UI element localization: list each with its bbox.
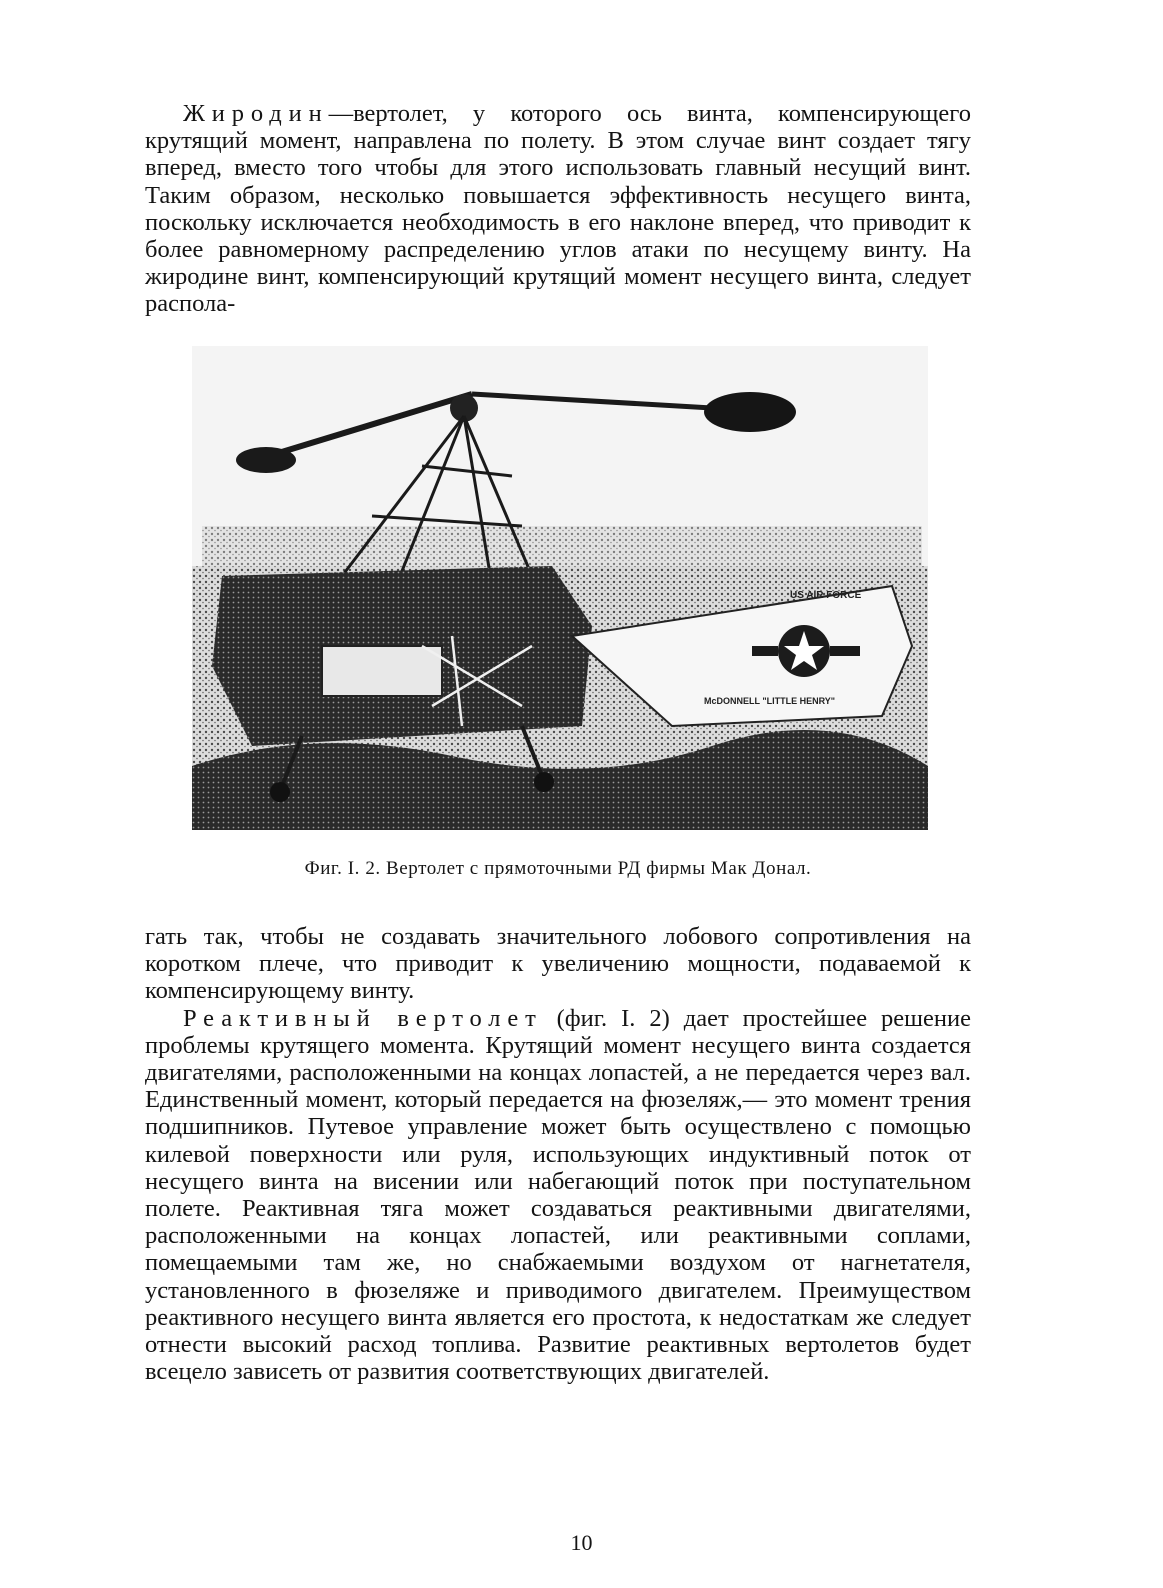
tail-marking-air-force: US AIR FORCE xyxy=(790,590,862,601)
paragraph-zhirodin-text: —вертолет, у которого ось винта, компенсирующего крутящий момент, направлена по полету. В этом случае винт создает тягу вперед, вместо того чтобы для этого использовать главный несущий винт. Таким образом, несколько повышается эффективность несущего винта, поскольку исключается необходимость в его наклоне вперед, что приводит к более равномерному распределению углов атаки по несущему винту. На жиродине винт, компенсирующий крутящий момент несущего винта, следует распола- xyxy=(145,100,971,318)
term-reactive-helicopter: Реактивный вертолет xyxy=(183,1004,543,1032)
paragraph-zhirodin-continuation: гать так, чтобы не создавать значительного лобового сопротивления на коротком плече, что приводит к увеличению мощности, подаваемой к компенсирующему винту. xyxy=(145,923,971,1005)
term-zhirodin: Жиродин xyxy=(183,100,329,127)
helicopter-photo xyxy=(192,346,928,830)
page-number: 10 xyxy=(570,1530,593,1555)
paragraph-reactive-text: (фиг. I. 2) дает простейшее решение проблемы крутящего момента. Крутящий момент несущего винта создается двигателями, расположенными на концах лопастей, а не передается через вал. Единственный момент, который передается на фюзеляж,— это момент трения подшипников. Путевое управление может быть осуществлено с помощью килевой поверхности или руля, использующих индуктивный поток от несущего винта на висении или набегающий поток при поступательном полете. Реактивная тяга может создаваться реактивными двигателями, расположенными на концах лопастей, или реактивными соплами, помещаемыми там же, но снабжаемыми воздухом от нагнетателя, установленного в фюзеляже и приводимого двигателем. Преимуществом реактивного несущего винта является его простота, к недостаткам же следует отнести высокий расход топлива. Развитие реактивных вертолетов будет всецело зависеть от развития соответствующих двигателей. xyxy=(145,1004,971,1386)
figure-caption: Фиг. I. 2. Вертолет с прямоточными РД фирмы Мак Донал. xyxy=(304,858,812,879)
paragraph-zhirodin xyxy=(145,100,971,318)
tail-marking-name: McDONNELL "LITTLE HENRY" xyxy=(704,696,836,706)
paragraph-reactive-helicopter xyxy=(145,923,971,1385)
